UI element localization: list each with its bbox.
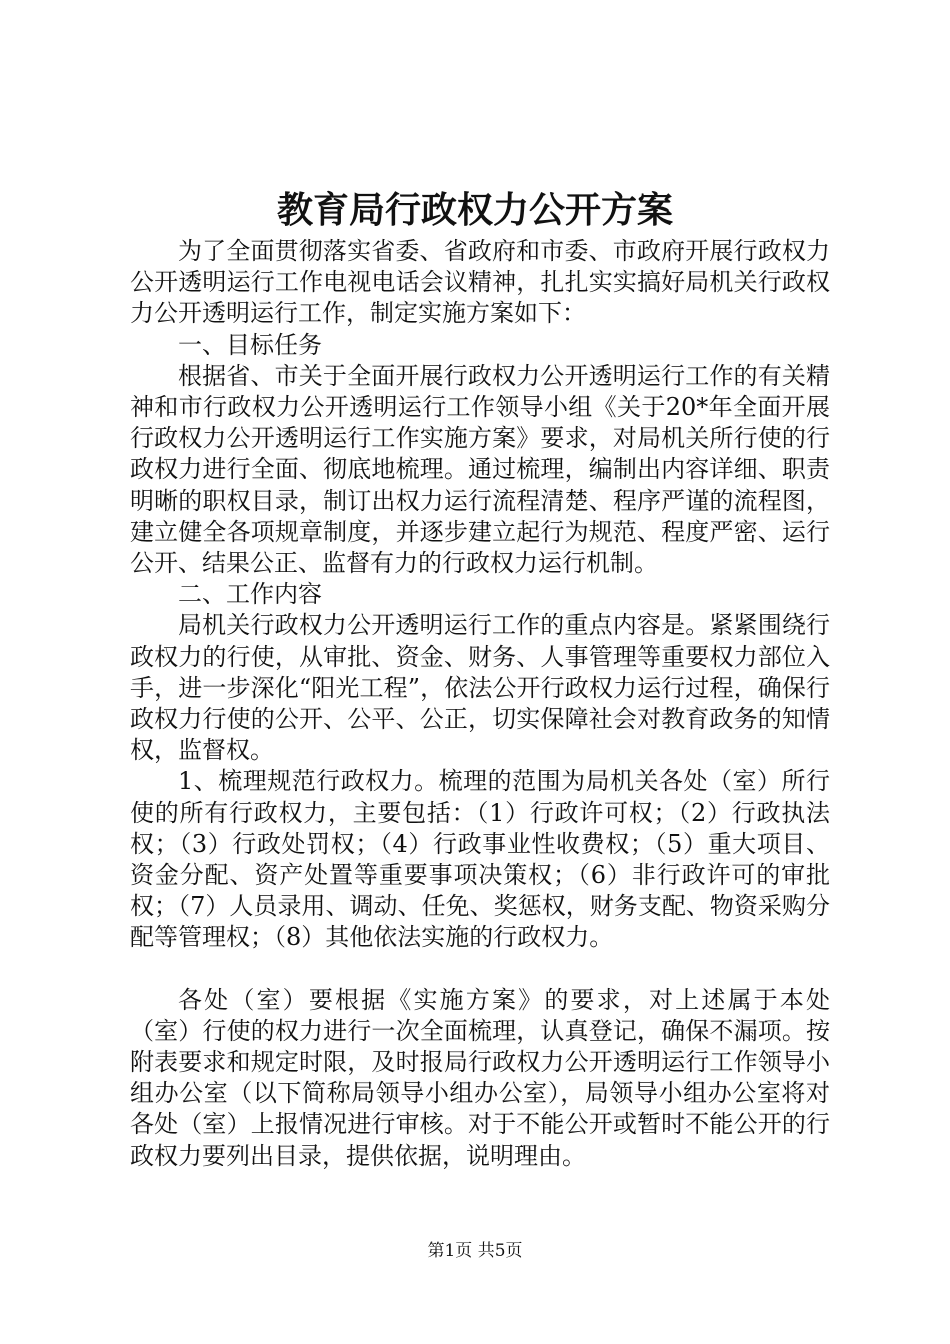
document-title: 教育局行政权力公开方案	[276, 189, 673, 231]
section-heading-goals: 一、目标任务	[178, 330, 322, 359]
registration-paragraph: 各处（室）要根据《实施方案》的要求，对上述属于本处（室）行使的权力进行一次全面梳理，认真登记，确保不漏项。按附表要求和规定时限，及时报局行政权力公开透明运行工作领导小组办公室（以下简称局领导小组办公室），局领导小组办公室将对各处（室）上报情况进行审核。对于不能公开或暂时不能公开的行政权力要列出目录，提供依据，说明理由。	[130, 985, 830, 1170]
item-1-paragraph: 1、梳理规范行政权力。梳理的范围为局机关各处（室）所行使的所有行政权力，主要包括：（1）行政许可权；（2）行政执法权；（3）行政处罚权；（4）行政事业性收费权；（5）重大项目、资金分配、资产处置等重要事项决策权；（6）非行政许可的审批权；（7）人员录用、调动、任免、奖惩权，财务支配、物资采购分配等管理权；（8）其他依法实施的行政权力。	[130, 767, 830, 952]
intro-paragraph: 为了全面贯彻落实省委、省政府和市委、市政府开展行政权力公开透明运行工作电视电话会议精神，扎扎实实搞好局机关行政权力公开透明运行工作，制定实施方案如下：	[130, 237, 830, 328]
document-body	[130, 236, 830, 1172]
goals-paragraph: 根据省、市关于全面开展行政权力公开透明运行工作的有关精神和市行政权力公开透明运行工作领导小组《关于20*年全面开展行政权力公开透明运行工作实施方案》要求，对局机关所行使的行政权力进行全面、彻底地梳理。通过梳理，编制出内容详细、职责明晰的职权目录，制订出权力运行流程清楚、程序严谨的流程图，建立健全各项规章制度，并逐步建立起行为规范、程度严密、运行公开、结果公正、监督有力的行政权力运行机制。	[130, 361, 830, 578]
content-paragraph: 局机关行政权力公开透明运行工作的重点内容是。紧紧围绕行政权力的行使，从审批、资金、财务、人事管理等重要权力部位入手，进一步深化“阳光工程”，依法公开行政权力运行过程，确保行政权力行使的公开、公平、公正，切实保障社会对教育政务的知情权，监督权。	[130, 611, 830, 765]
section-heading-content: 二、工作内容	[178, 580, 322, 609]
page-number-footer: 第1页 共5页	[427, 1241, 523, 1261]
